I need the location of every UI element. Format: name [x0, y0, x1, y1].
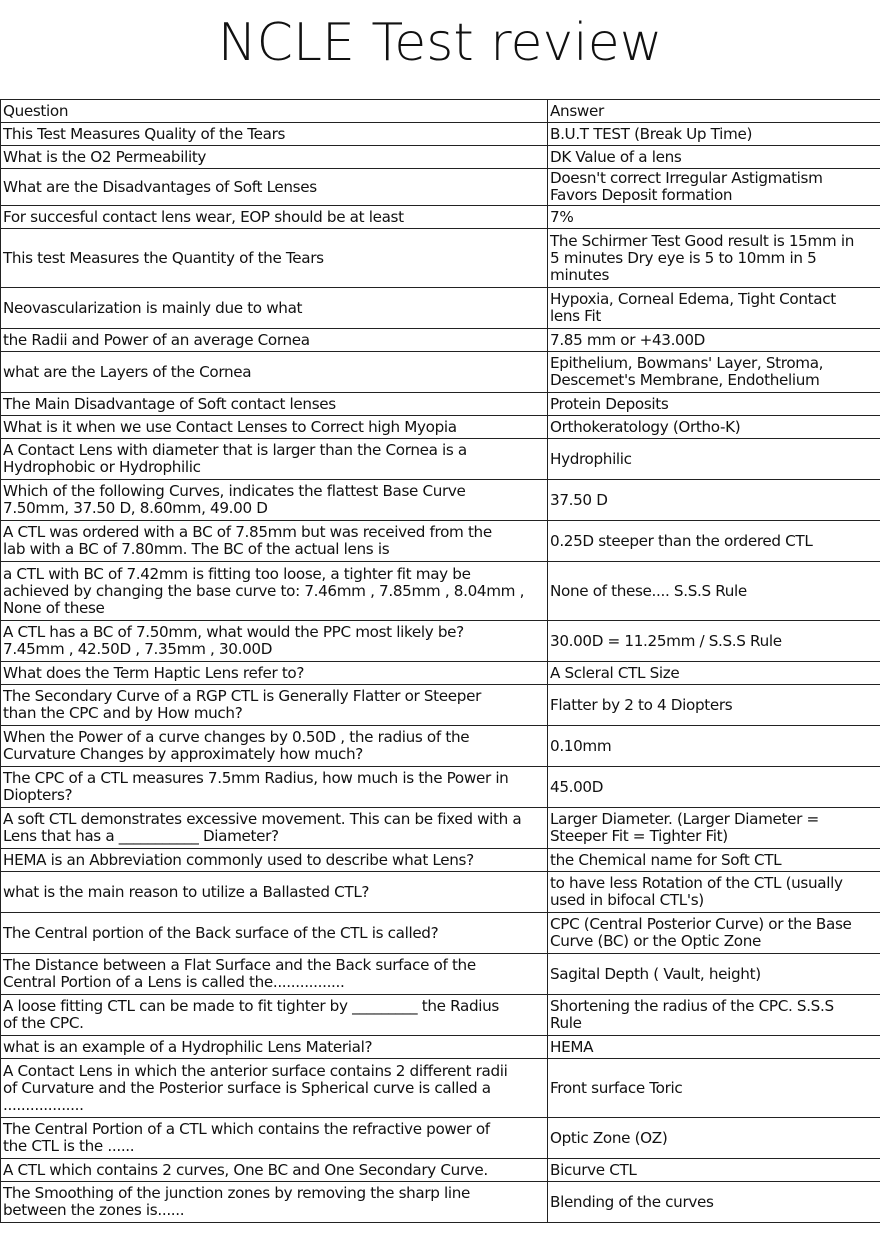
table-row [1, 416, 880, 439]
question-cell [1, 169, 548, 206]
question-line: Which of the following Curves, indicates the flattest Base Curve [3, 482, 466, 500]
question-cell [1, 521, 548, 562]
question-cell [1, 352, 548, 393]
question-line: lab with a BC of 7.80mm. The BC of the actual lens is [3, 540, 390, 558]
answer-line: to have less Rotation of the CTL (usually [550, 874, 843, 892]
answer-cell [548, 808, 880, 849]
answer-cell [548, 352, 880, 393]
answer-line: 7.85 mm or +43.00D [550, 330, 706, 349]
answer-cell [548, 849, 880, 872]
question-line: When the Power of a curve changes by 0.50D , the radius of the [3, 728, 470, 746]
answer-line: Rule [550, 1014, 582, 1032]
answer-line: Blending of the curves [550, 1192, 714, 1211]
answer-cell [548, 329, 880, 352]
question-cell [1, 726, 548, 767]
answer-cell [548, 621, 880, 662]
answer-line: minutes [550, 265, 610, 284]
table-row [1, 621, 880, 662]
question-header: Question [1, 100, 548, 123]
question-cell [1, 562, 548, 621]
answer-line: 7% [550, 207, 574, 226]
table-row [1, 1059, 880, 1118]
answer-line: 30.00D = 11.25mm / S.S.S Rule [550, 631, 782, 650]
table-row [1, 562, 880, 621]
answer-line: Shortening the radius of the CPC. S.S.S [550, 997, 834, 1015]
question-cell [1, 954, 548, 995]
answer-line: Curve (BC) or the Optic Zone [550, 932, 761, 950]
table-row [1, 913, 880, 954]
question-line: Central Portion of a Lens is called the................ [3, 973, 345, 991]
table-row [1, 352, 880, 393]
question-cell [1, 1036, 548, 1059]
question-line: Neovascularization is mainly due to what [3, 298, 303, 317]
question-line: the Radii and Power of an average Cornea [3, 330, 310, 349]
question-line: The CPC of a CTL measures 7.5mm Radius, how much is the Power in [3, 769, 509, 787]
answer-line: The Schirmer Test Good result is 15mm in [550, 231, 854, 250]
question-line: of the CPC. [3, 1014, 84, 1032]
answer-cell [548, 1059, 880, 1118]
question-line: The Secondary Curve of a RGP CTL is Generally Flatter or Steeper [3, 687, 481, 705]
answer-line: Protein Deposits [550, 394, 669, 413]
question-cell [1, 849, 548, 872]
question-line: 7.45mm , 42.50D , 7.35mm , 30.00D [3, 640, 273, 658]
question-line: The Distance between a Flat Surface and the Back surface of the [3, 956, 476, 974]
answer-cell [548, 521, 880, 562]
answer-line: HEMA [550, 1037, 594, 1056]
answer-line: Larger Diameter. (Larger Diameter = [550, 810, 819, 828]
answer-line: CPC (Central Posterior Curve) or the Base [550, 915, 852, 933]
question-line: 7.50mm, 37.50 D, 8.60mm, 49.00 D [3, 499, 268, 517]
question-cell [1, 662, 548, 685]
question-line: what is the main reason to utilize a Ballasted CTL? [3, 882, 370, 901]
table-row [1, 872, 880, 913]
answer-cell [548, 229, 880, 288]
table-row [1, 169, 880, 206]
question-cell [1, 995, 548, 1036]
answer-line: 0.25D steeper than the ordered CTL [550, 531, 813, 550]
question-cell [1, 808, 548, 849]
table-row [1, 206, 880, 229]
answer-line: None of these.... S.S.S Rule [550, 581, 747, 600]
question-cell [1, 1059, 548, 1118]
question-line: The Central Portion of a CTL which contains the refractive power of [3, 1120, 490, 1138]
answer-cell [548, 393, 880, 416]
table-row [1, 808, 880, 849]
question-line: A CTL was ordered with a BC of 7.85mm but was received from the [3, 523, 492, 541]
page-title: NCLE Test review [217, 13, 663, 73]
question-line: the CTL is the ...... [3, 1137, 135, 1155]
table-row [1, 849, 880, 872]
question-cell [1, 393, 548, 416]
table-row [1, 439, 880, 480]
question-line: A CTL has a BC of 7.50mm, what would the PPC most likely be? [3, 623, 464, 641]
table-row [1, 685, 880, 726]
question-line: achieved by changing the base curve to: 7.46mm , 7.85mm , 8.04mm , [3, 581, 525, 600]
table-row [1, 288, 880, 329]
answer-line: Doesn't correct Irregular Astigmatism [550, 169, 823, 187]
answer-line: Orthokeratology (Ortho-K) [550, 417, 741, 436]
question-line: than the CPC and by How much? [3, 704, 243, 722]
answer-header: Answer [548, 100, 880, 123]
answer-line: Sagital Depth ( Vault, height) [550, 964, 761, 983]
question-cell [1, 123, 548, 146]
answer-line: 5 minutes Dry eye is 5 to 10mm in 5 [550, 248, 817, 267]
question-cell [1, 913, 548, 954]
question-line: This test Measures the Quantity of the Tears [3, 248, 324, 267]
question-line: The Smoothing of the junction zones by removing the sharp line [3, 1184, 471, 1202]
answer-line: the Chemical name for Soft CTL [550, 850, 782, 869]
question-line: Lens that has a ___________ Diameter? [3, 827, 279, 845]
answer-line: Descemet's Membrane, Endothelium [550, 371, 820, 389]
table-row [1, 1182, 880, 1223]
table-row [1, 393, 880, 416]
answer-line: A Scleral CTL Size [550, 663, 680, 682]
answer-cell [548, 767, 880, 808]
answer-line: Epithelium, Bowmans' Layer, Stroma, [550, 354, 824, 372]
table-row [1, 521, 880, 562]
answer-cell [548, 146, 880, 169]
answer-line: used in bifocal CTL's) [550, 891, 704, 909]
question-line: Diopters? [3, 786, 73, 804]
table-row [1, 726, 880, 767]
question-line: None of these [3, 598, 105, 617]
table-row [1, 767, 880, 808]
question-line: The Central portion of the Back surface of the CTL is called? [3, 923, 439, 942]
answer-cell [548, 480, 880, 521]
question-line: A Contact Lens in which the anterior surface contains 2 different radii [3, 1061, 508, 1080]
answer-line: Front surface Toric [550, 1078, 683, 1097]
question-line: What is the O2 Permeability [3, 147, 207, 166]
question-line: What does the Term Haptic Lens refer to? [3, 663, 305, 682]
question-cell [1, 1182, 548, 1223]
question-cell [1, 685, 548, 726]
question-line: what is an example of a Hydrophilic Lens Material? [3, 1037, 373, 1056]
answer-line: 0.10mm [550, 736, 612, 755]
question-cell [1, 329, 548, 352]
answer-line: Hypoxia, Corneal Edema, Tight Contact [550, 290, 836, 308]
question-line: between the zones is...... [3, 1201, 185, 1219]
question-cell [1, 767, 548, 808]
answer-cell [548, 1159, 880, 1182]
qa-table [0, 99, 880, 1223]
question-cell [1, 1118, 548, 1159]
answer-line: Favors Deposit formation [550, 186, 733, 204]
question-line: Curvature Changes by approximately how much? [3, 745, 363, 763]
question-cell [1, 439, 548, 480]
table-row [1, 1036, 880, 1059]
question-cell [1, 206, 548, 229]
question-line: The Main Disadvantage of Soft contact lenses [3, 394, 336, 413]
question-cell [1, 416, 548, 439]
question-line: .................. [3, 1095, 84, 1114]
question-cell [1, 146, 548, 169]
question-line: Hydrophobic or Hydrophilic [3, 458, 201, 476]
table-row [1, 480, 880, 521]
answer-cell [548, 1036, 880, 1059]
answer-cell [548, 872, 880, 913]
question-cell [1, 1159, 548, 1182]
table-row [1, 1159, 880, 1182]
question-cell [1, 621, 548, 662]
question-line: HEMA is an Abbreviation commonly used to describe what Lens? [3, 850, 474, 869]
table-body [1, 123, 880, 1223]
question-cell [1, 480, 548, 521]
question-line: A Contact Lens with diameter that is larger than the Cornea is a [3, 441, 467, 459]
answer-cell [548, 685, 880, 726]
question-cell [1, 288, 548, 329]
answer-cell [548, 662, 880, 685]
answer-line: B.U.T TEST (Break Up Time) [550, 124, 753, 143]
question-line: A loose fitting CTL can be made to fit tighter by _________ the Radius [3, 997, 499, 1015]
answer-line: Flatter by 2 to 4 Diopters [550, 695, 733, 714]
answer-cell [548, 1182, 880, 1223]
answer-cell [548, 913, 880, 954]
question-line: A soft CTL demonstrates excessive movement. This can be fixed with a [3, 810, 522, 828]
answer-cell [548, 1118, 880, 1159]
answer-cell [548, 726, 880, 767]
question-line: of Curvature and the Posterior surface is Spherical curve is called a [3, 1078, 491, 1097]
question-line: What are the Disadvantages of Soft Lenses [3, 177, 317, 196]
table-row [1, 229, 880, 288]
table-row [1, 995, 880, 1036]
question-cell [1, 872, 548, 913]
answer-cell [548, 416, 880, 439]
table-row [1, 329, 880, 352]
answer-cell [548, 206, 880, 229]
answer-line: Optic Zone (OZ) [550, 1128, 668, 1147]
question-line: For succesful contact lens wear, EOP should be at least [3, 207, 404, 226]
answer-cell [548, 439, 880, 480]
question-line: a CTL with BC of 7.42mm is fitting too loose, a tighter fit may be [3, 564, 471, 583]
answer-line: Bicurve CTL [550, 1160, 637, 1179]
table-row [1, 954, 880, 995]
answer-line: DK Value of a lens [550, 147, 682, 166]
question-cell [1, 229, 548, 288]
question-line: what are the Layers of the Cornea [3, 362, 252, 381]
table-row [1, 1118, 880, 1159]
table-row [1, 146, 880, 169]
answer-cell [548, 995, 880, 1036]
answer-line: 37.50 D [550, 490, 608, 509]
answer-cell [548, 954, 880, 995]
answer-line: lens Fit [550, 307, 601, 325]
answer-cell [548, 288, 880, 329]
answer-line: Steeper Fit = Tighter Fit) [550, 827, 728, 845]
answer-line: 45.00D [550, 777, 604, 796]
answer-line: Hydrophilic [550, 449, 632, 468]
question-line: This Test Measures Quality of the Tears [3, 124, 286, 143]
table-row [1, 662, 880, 685]
table-row [1, 123, 880, 146]
table-header-row [1, 100, 880, 123]
question-line: What is it when we use Contact Lenses to Correct high Myopia [3, 417, 457, 436]
question-line: A CTL which contains 2 curves, One BC and One Secondary Curve. [3, 1160, 488, 1179]
answer-cell [548, 169, 880, 206]
answer-cell [548, 123, 880, 146]
answer-cell [548, 562, 880, 621]
